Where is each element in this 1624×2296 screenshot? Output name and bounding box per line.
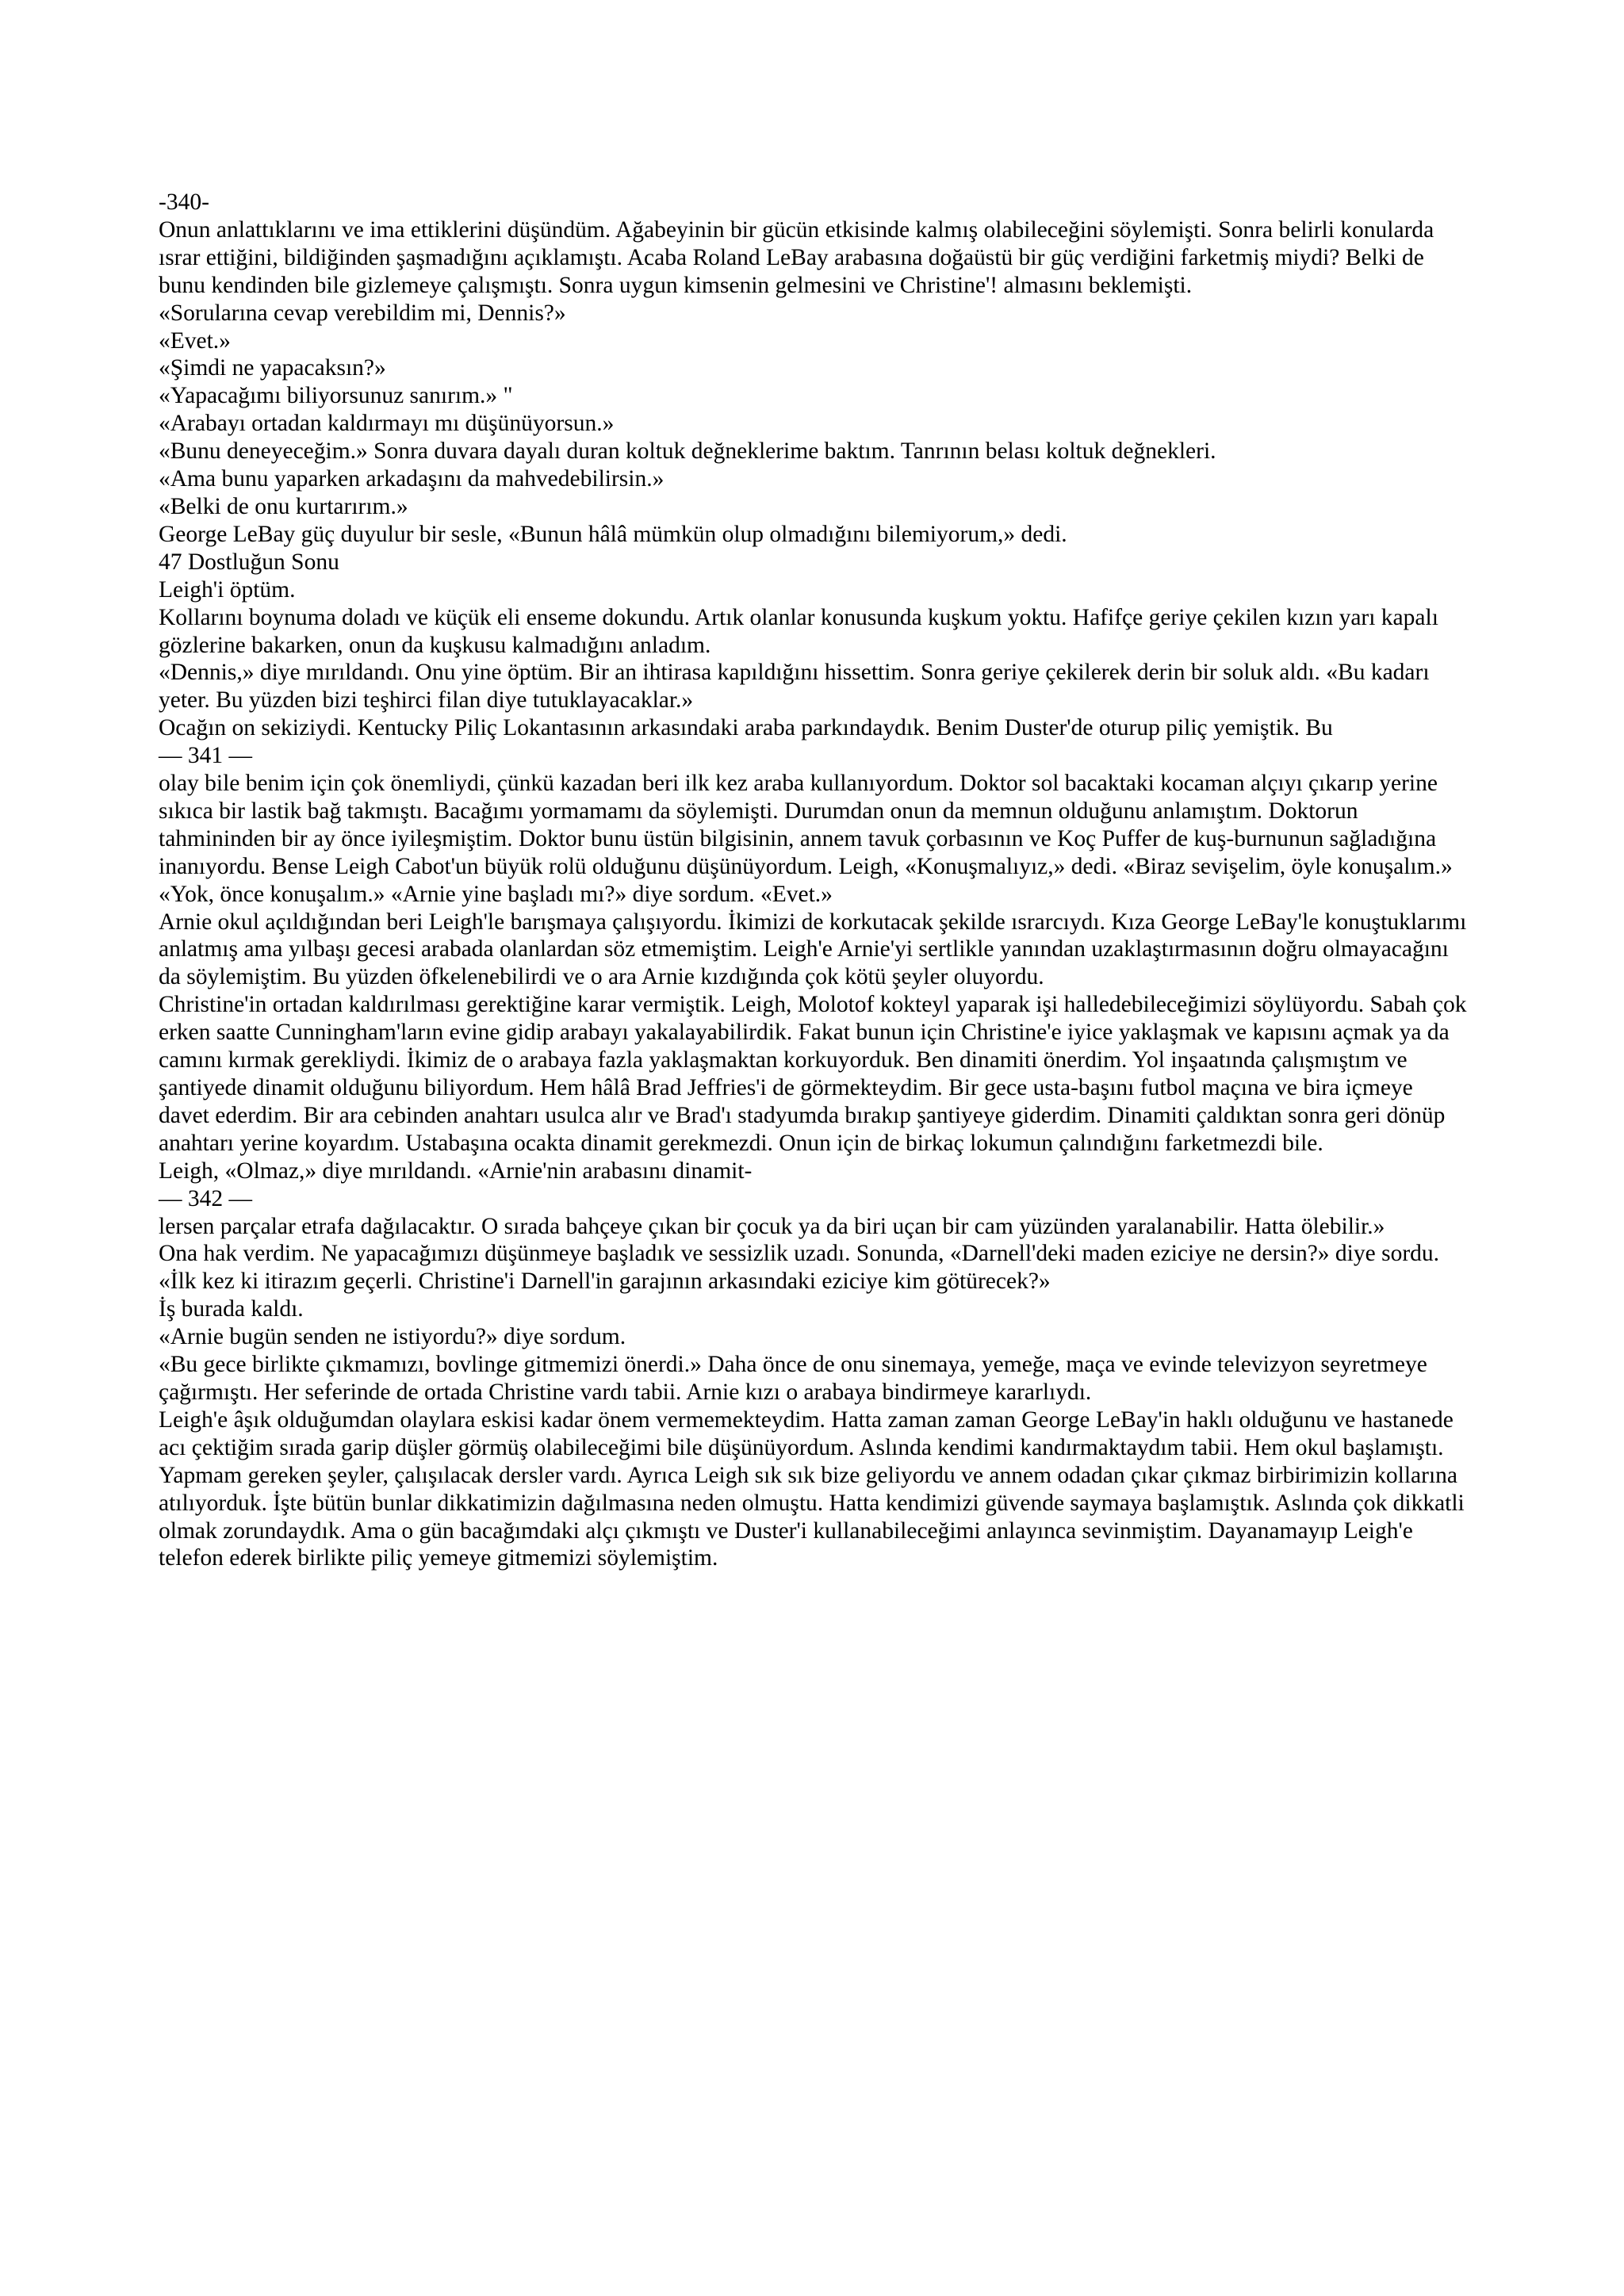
dialogue-line: «Belki de onu kurtarırım.» (159, 493, 408, 519)
paragraph: Leigh'e âşık olduğumdan olaylara eskisi kadar önem vermemekteydim. Hatta zaman zaman George LeBay'in haklı olduğunu ve hastanede acı çektiğim sırada garip düşler görmüş olabileceğimi bile düşünüyordum. Aslında kendimi kandırmaktaydım tabii. Hem okul başlamıştı. Yapmam gereken şeyler, çalışılacak dersler vardı. Ayrıca Leigh sık sık bize geliyordu ve annem odadan çıkar çıkmaz birbirimizin kollarına atılıyorduk. İşte bütün bunlar dikkatimizin dağılmasına neden olmuştu. Hatta kendimizi güvende saymaya başlamıştık. Aslında çok dikkatli olmak zorundaydık. Ama o gün bacağımdaki alçı çıkmıştı ve Duster'i kullanabileceğimi anlayınca sevinmiştim. Dayanamayıp Leigh'e telefon ederek birlikte piliç yemeye gitmemizi söylemiştim. (159, 1406, 1465, 1571)
paragraph: Arnie okul açıldığından beri Leigh'le barışmaya çalışıyordu. İkimizi de korkutacak şekilde ısrarcıydı. Kıza George LeBay'le konuştuklarımı anlatmış ama yılbaşı gecesi arabada olanlardan söz etmemiştim. Leigh'e Arnie'yi sertlikle yanından uzaklaştırmasının doğru olmayacağını da söylemiştim. Bu yüzden öfkelenebilirdi ve o ara Arnie kızdığında çok kötü şeyler oluyordu. (159, 909, 1467, 990)
paragraph: Ona hak verdim. Ne yapacağımızı düşünmeye başladık ve sessizlik uzadı. Sonunda, «Darnell'deki maden eziciye ne dersin?» diye sordu. (159, 1241, 1440, 1267)
chapter-heading: 47 Dostluğun Sonu (159, 549, 339, 575)
page-number: — 342 — (159, 1185, 252, 1211)
dialogue-line: «Sorularına cevap verebildim mi, Dennis?» (159, 300, 566, 326)
paragraph: lersen parçalar etrafa dağılacaktır. O sırada bahçeye çıkan bir çocuk ya da biri uçan bir cam yüzünden yaralanabilir. Hatta ölebilir.» (159, 1213, 1385, 1239)
dialogue-line: «İlk kez ki itirazım geçerli. Christine'i Darnell'in garajının arkasındaki eziciye kim götürecek?» (159, 1269, 1051, 1295)
paragraph: «Bu gece birlikte çıkmamızı, bovlinge gitmemizi önerdi.» Daha önce de onu sinemaya, yemeğe, maça ve evinde televizyon seyretmeye çağırmıştı. Her seferinde de ortada Christine vardı tabii. Arnie kızı o arabaya bindirmeye kararlıydı. (159, 1352, 1427, 1405)
paragraph: Leigh, «Olmaz,» diye mırıldandı. «Arnie'nin arabasını dinamit- (159, 1158, 753, 1184)
dialogue-line: «Yapacağımı biliyorsunuz sanırım.» " (159, 383, 513, 409)
book-page (159, 189, 1467, 1572)
paragraph: Christine'in ortadan kaldırılması gerektiğine karar vermiştik. Leigh, Molotof kokteyl yaparak işi halledebileceğimizi söylüyordu. Sabah çok erken saatte Cunningham'ların evine gidip arabayı yakalayabilirdik. Fakat bunun için Christine'e iyice yaklaşmak ve kapısını açmak ya da camını kırmak gerekliydi. İkimiz de o arabaya fazla yaklaşmaktan korkuyorduk. Ben dinamiti önerdim. Yol inşaatında çalışmıştım ve şantiyede dinamit olduğunu biliyordum. Hem hâlâ Brad Jeffries'i de görmekteydim. Bir gece usta-başını futbol maçına ve bira içmeye davet ederdim. Bir ara cebinden anahtarı usulca alır ve Brad'ı stadyumda bırakıp şantiyeye giderdim. Dinamiti çaldıktan sonra geri dönüp anahtarı yerine koyardım. Ustabaşına ocakta dinamit gerekmezdi. Onun için de birkaç lokumun çalındığını farketmezdi bile. (159, 992, 1467, 1156)
paragraph: George LeBay güç duyulur bir sesle, «Bunun hâlâ mümkün olup olmadığını bilemiyorum,» dedi. (159, 521, 1067, 547)
dialogue-line: «Arabayı ortadan kaldırmayı mı düşünüyorsun.» (159, 411, 615, 437)
paragraph: Onun anlattıklarını ve ima ettiklerini düşündüm. Ağabeyinin bir gücün etkisinde kalmış olabileceğini söylemişti. Sonra belirli konularda ısrar ettiğini, bildiğinden şaşmadığını açıklamıştı. Acaba Roland LeBay arabasına doğaüstü bir güç verdiğini farketmiş miydi? Belki de bunu kendinden bile gizlemeye çalışmıştı. Sonra uygun kimsenin gelmesini ve Christine'! almasını beklemişti. (159, 216, 1434, 298)
paragraph: Kollarını boynuma doladı ve küçük eli enseme dokundu. Artık olanlar konusunda kuşkum yoktu. Hafifçe geriye çekilen kızın yarı kapalı gözlerine bakarken, onun da kuşkusu kalmadığını anladım. (159, 604, 1438, 658)
dialogue-line: «Evet.» (159, 327, 231, 354)
page-number: — 341 — (159, 743, 252, 769)
paragraph: olay bile benim için çok önemliydi, çünkü kazadan beri ilk kez araba kullanıyordum. Doktor sol bacaktaki kocaman alçıyı çıkarıp yerine sıkıca bir lastik bağ takmıştı. Bacağımı yormamamı da söylemişti. Durumdan onun da memnun olduğunu anlamıştım. Doktorun tahmininden bir ay önce iyileşmiştim. Doktor bunu üstün bilgisinin, annem tavuk çorbasının ve Koç Puffer de kuş-burnunun sağladığına inanıyordu. Bense Leigh Cabot'un büyük rolü olduğunu düşünüyordum. Leigh, «Konuşmalıyız,» dedi. «Biraz sevişelim, öyle konuşalım.» «Yok, önce konuşalım.» «Arnie yine başladı mı?» diye sordum. «Evet.» (159, 771, 1453, 907)
dialogue-line: «Şimdi ne yapacaksın?» (159, 355, 386, 381)
page-number: -340- (159, 189, 209, 215)
paragraph: Leigh'i öptüm. (159, 576, 296, 603)
dialogue-line: «Arnie bugün senden ne istiyordu?» diye sordum. (159, 1324, 626, 1350)
dialogue-line: «Bunu deneyeceğim.» Sonra duvara dayalı duran koltuk değneklerime baktım. Tanrının belası koltuk değnekleri. (159, 438, 1216, 465)
paragraph: «Dennis,» diye mırıldandı. Onu yine öptüm. Bir an ihtirasa kapıldığını hissettim. Sonra geriye çekilerek derin bir soluk aldı. «Bu kadarı yeter. Bu yüzden bizi teşhirci filan diye tutuklayacaklar.» (159, 660, 1430, 714)
paragraph: İş burada kaldı. (159, 1296, 304, 1322)
paragraph: Ocağın on sekiziydi. Kentucky Piliç Lokantasının arkasındaki araba parkındaydık. Benim Duster'de oturup piliç yemiştik. Bu (159, 715, 1333, 741)
dialogue-line: «Ama bunu yaparken arkadaşını da mahvedebilirsin.» (159, 466, 665, 492)
